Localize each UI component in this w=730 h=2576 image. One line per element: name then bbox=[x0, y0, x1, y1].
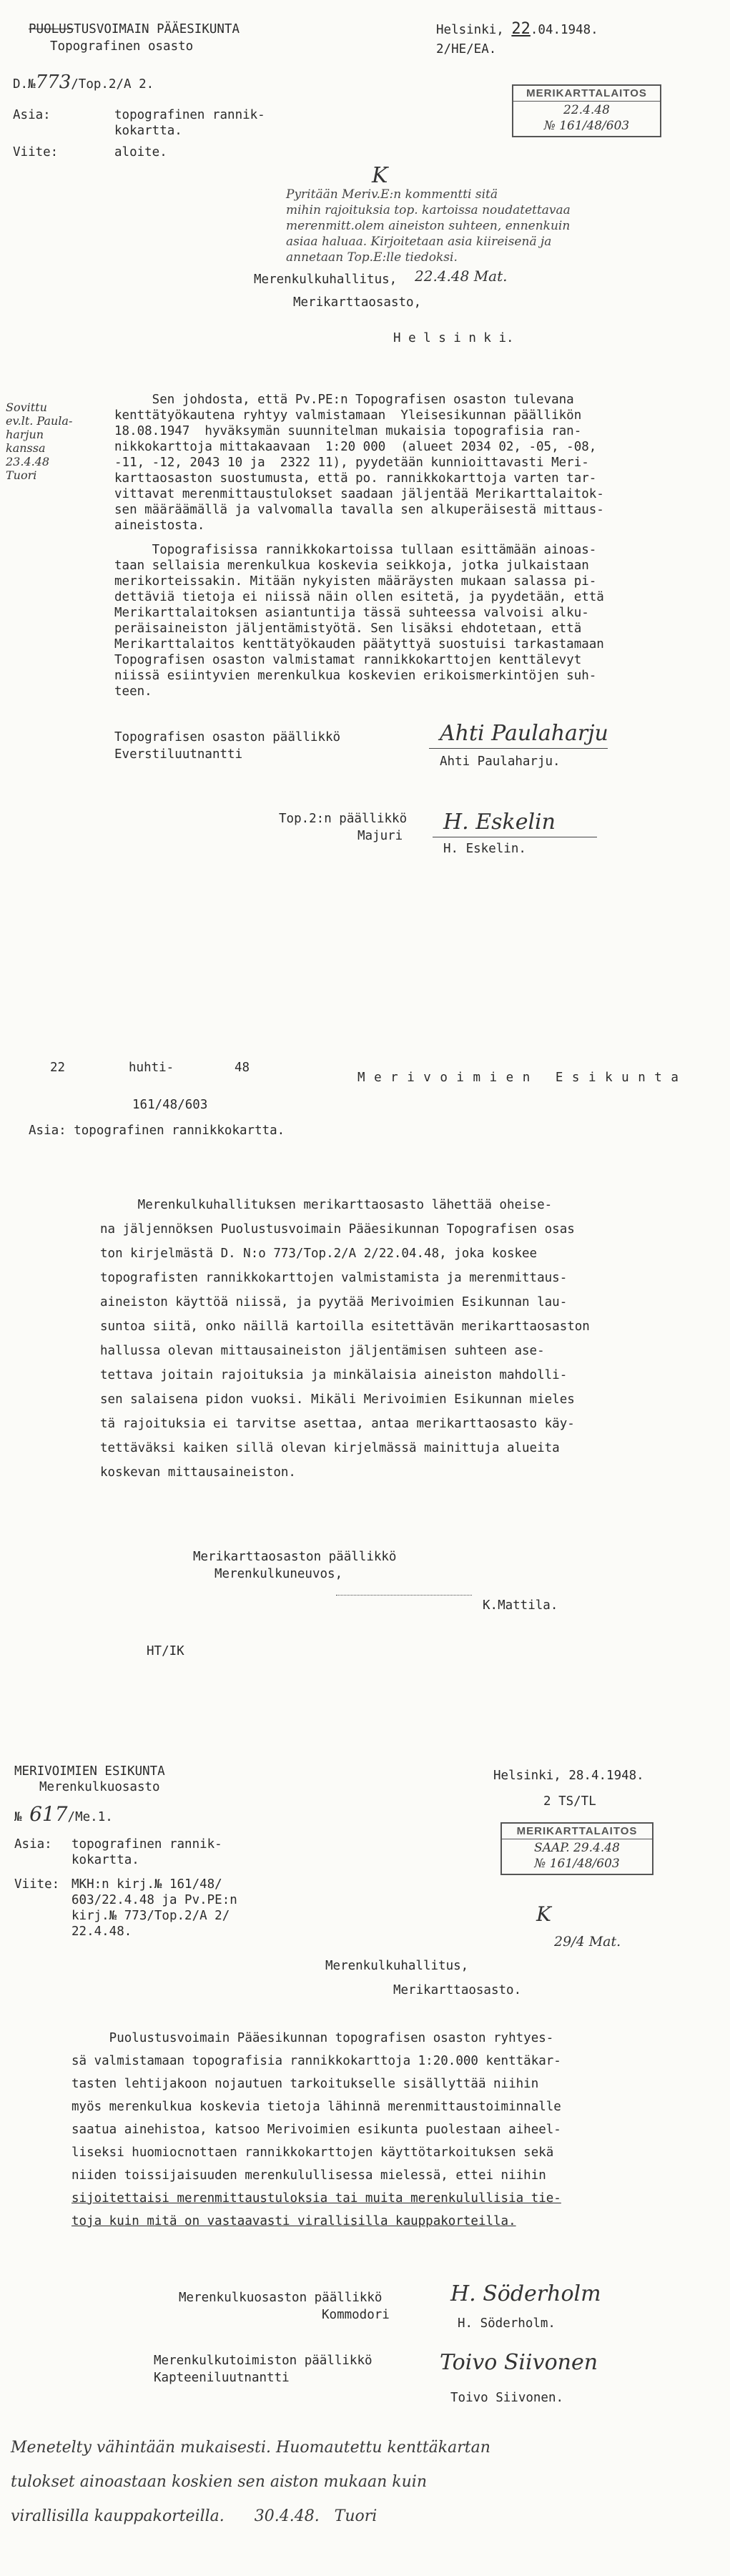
asia-text-2: kokartta. bbox=[71, 1853, 139, 1867]
sign2-title-2: Majuri bbox=[357, 829, 403, 843]
viite-3: kirj.№ 773/Top.2/A 2/ bbox=[71, 1909, 230, 1923]
ref-number: 161/48/603 bbox=[132, 1098, 208, 1112]
org-line-2: Topografinen osasto bbox=[50, 39, 194, 54]
sign-name: K.Mattila. bbox=[483, 1598, 558, 1613]
sign-title-2: Merenkulkuneuvos, bbox=[214, 1567, 343, 1581]
place-date: Helsinki, 22.04.1948. bbox=[436, 20, 598, 38]
handwritten-footer-2: tulokset ainoastaan koskien sen aiston mukaan kuin bbox=[11, 2473, 428, 2491]
handwritten-note-2: mihin rajoituksia top. kartoissa noudatettavaa bbox=[286, 203, 571, 217]
sign2-title: Merenkulkutoimiston päällikkö bbox=[154, 2354, 373, 2368]
recipient-2: Merikarttaosasto. bbox=[393, 1983, 522, 1997]
recipient-hand-date: 22.4.48 Mat. bbox=[415, 267, 508, 285]
place-date: Helsinki, 28.4.1948. bbox=[493, 1769, 644, 1783]
sign2-title-1: Top.2:n päällikkö bbox=[279, 812, 408, 826]
asia: Asia: topografinen rannikkokartta. bbox=[29, 1124, 285, 1138]
org-line-1: PUOLUSTUSVOIMAIN PÄÄESIKUNTA bbox=[29, 22, 240, 36]
received-stamp: MERIKARTTALAITOS 22.4.48 № 161/48/603 bbox=[512, 84, 661, 137]
asia-text-1: topografinen rannik- bbox=[114, 108, 265, 122]
ref-right: 2/HE/EA. bbox=[436, 42, 497, 56]
sign1-title: Merenkulkuosaston päällikkö bbox=[179, 2291, 383, 2305]
ref-number: D.№773/Top.2/A 2. bbox=[13, 72, 154, 93]
sign1-name: Ahti Paulaharju. bbox=[440, 754, 561, 769]
handwritten-k: K bbox=[372, 163, 388, 188]
asia-text-1: topografinen rannik- bbox=[71, 1837, 222, 1852]
sign-title-1: Merikarttaosaston päällikkö bbox=[193, 1550, 397, 1564]
body-paragraph-1: Sen johdosta, että Pv.PE:n Topografisen osaston tulevana kenttätyökautena ryhtyy valmistamaan Yleisesikunnan päällikön 18.08.1947 hyväksymän suunnitelman mukaisia topografisia ran- nikkokarttoja mittakaavaan 1:20 000 (alueet 2034 02, -05, -08, -11, -12, 2043 10 ja 2322 11), pyydetään kunnioittavasti Meri- karttaosaston suostumusta, että po. rannikkokarttoja varten tar- vittavat merenmittaustulokset saadaan jäljentää Merikarttalaitok- sen määräämällä ja valvomalla tavalla sen alkuperäisestä mittaus- aineistosta. bbox=[114, 393, 604, 533]
handwritten-note-5: annetaan Top.E:lle tiedoksi. bbox=[286, 250, 458, 265]
org-line-2: Merenkulkuosasto bbox=[39, 1780, 160, 1794]
viite-1: MKH:n kirj.№ 161/48/ bbox=[71, 1877, 222, 1892]
sign1-signature: Ahti Paulaharju bbox=[440, 721, 608, 746]
handwritten-note-3: merenmitt.olem aineiston suhteen, ennenkuin bbox=[286, 219, 571, 233]
recipient-3: H e l s i n k i. bbox=[393, 331, 514, 345]
handwritten-note-1: Pyritään Meriv.E:n kommentti sitä bbox=[286, 187, 498, 202]
date-month: huhti- bbox=[129, 1061, 174, 1075]
sign2-signature: H. Eskelin bbox=[443, 810, 556, 835]
asia-label: Asia: bbox=[14, 1837, 52, 1852]
body: Merenkulkuhallituksen merikarttaosasto lähettää oheise- na jäljennöksen Puolustusvoimain Pääesikunnan Topografisen osas ton kirjelmästä D. N:o 773/Top.2/A 2/22.04.48, joka koskee topografisten rannikkokarttojen valmistamista ja merenmittaus- aineiston käyttöä niissä, ja pyytää Merivoimien Esikunnan lau- suntoa siitä, onko näillä kartoilla esitettävän merikarttaosaston hallussa olevan mittausaineiston jäljentämisen suhteen ase- tettava joitain rajoituksia ja minkälaisia aineiston mahdolli- sen salaisena pidon vuoksi. Mikäli Merivoimien Esikunnan mieles tä rajoituksia ei tarvitse asettaa, antaa merikarttaosasto käy- tettäväksi kaiken sillä olevan kirjelmässä mainittuja alueita koskevan mittausaineiston. bbox=[100, 1198, 590, 1480]
org-line-1: MERIVOIMIEN ESIKUNTA bbox=[14, 1764, 165, 1779]
sign1-title-2: Everstiluutnantti bbox=[114, 747, 243, 762]
sign2-name: H. Eskelin. bbox=[443, 842, 526, 856]
margin-note: Sovittu ev.lt. Paula- harjun kanssa 23.4.48 Tuori bbox=[6, 400, 73, 482]
handwritten-footer-1: Menetelty vähintään mukaisesti. Huomautettu kenttäkartan bbox=[11, 2439, 490, 2457]
addressee: M e r i v o i m i e n E s i k u n t a bbox=[357, 1071, 679, 1085]
handwritten-footer-3: virallisilla kauppakorteilla. 30.4.48. Tuori bbox=[11, 2507, 378, 2525]
recipient-2: Merikarttaosasto, bbox=[293, 295, 422, 310]
handwritten-date: 29/4 Mat. bbox=[554, 1934, 621, 1950]
viite-text: aloite. bbox=[114, 145, 167, 159]
sign2-rank: Kapteeniluutnantti bbox=[154, 2371, 290, 2385]
asia-text-2: kokartta. bbox=[114, 124, 182, 138]
date-year: 48 bbox=[235, 1061, 250, 1075]
viite-4: 22.4.48. bbox=[71, 1924, 132, 1939]
handwritten-note-4: asiaa haluaa. Kirjoitetaan asia kiireisenä ja bbox=[286, 235, 552, 249]
asia-label: Asia: bbox=[13, 108, 51, 122]
recipient-1: Merenkulkuhallitus, bbox=[325, 1959, 469, 1973]
body-paragraph-2: Topografisissa rannikkokartoissa tullaan esittämään ainoas- taan sellaisia merenkulkua koskevia seikkoja, jotka julkaistaan merikorteissakin. Mitään nykyisten määräysten mukaan salassa pi- dettäviä tietoja ei niissä näin ollen esitetä, ja pyydetään, että Merikarttalaitoksen asiantuntija tässä suhteessa valvoisi alku- peräisaineiston jäljentämistyötä. Sen lisäksi ehdotetaan, että Merikarttalaitos kenttätyökauden päätyttyä suostuisi tarkastamaan Topografisen osaston valmistamat rannikkokarttojen kenttälevyt niissä esiintyvien merenkulkua koskevien erikoismerkintöjen suh- teen. bbox=[114, 543, 604, 699]
sign1-line bbox=[429, 748, 608, 749]
handwritten-k: K bbox=[536, 1902, 551, 1926]
viite-label: Viite: bbox=[13, 145, 59, 159]
date-day: 22 bbox=[50, 1061, 66, 1075]
sign1-rank: Kommodori bbox=[322, 2308, 390, 2322]
sign2-name: Toivo Siivonen. bbox=[450, 2391, 564, 2405]
sign1-signature: H. Söderholm bbox=[450, 2281, 601, 2306]
viite-label: Viite: bbox=[14, 1877, 60, 1892]
sign-line bbox=[336, 1595, 472, 1596]
ref-right: 2 TS/TL bbox=[543, 1794, 596, 1809]
sign1-title-1: Topografisen osaston päällikkö bbox=[114, 730, 341, 744]
recipient-1: Merenkulkuhallitus, bbox=[254, 272, 398, 287]
sign1-name: H. Söderholm. bbox=[458, 2316, 556, 2331]
initials: HT/IK bbox=[147, 1644, 184, 1658]
ref-number: № 617/Me.1. bbox=[14, 1802, 113, 1826]
received-stamp: MERIKARTTALAITOS SAAP. 29.4.48 № 161/48/603 bbox=[500, 1822, 653, 1875]
sign2-signature: Toivo Siivonen bbox=[440, 2350, 598, 2375]
body: Puolustusvoimain Pääesikunnan topografisen osaston ryhtyes- sä valmistamaan topografisia rannikkokarttoja 1:20.000 kenttäkar- tasten lehtijakoon nojautuen tarkoitukselle sisällyttää niihin myös merenkulkua koskevia tietoja lähinnä merenmittaustoiminnalle saatua ainehistoa, katsoo Merivoimien esikunta puolestaan aiheel- liseksi huomiocnottaen rannikkokarttojen käyttötarkoituksen sekä niiden toissijaisuuden merenkulullisessa mielessä, ettei niihin sijoitettaisi merenmittaustuloksia tai muita merenkulullisia tie- toja kuin mitä on vastaavasti virallisilla kauppakorteilla. bbox=[71, 2031, 561, 2228]
viite-2: 603/22.4.48 ja Pv.PE:n bbox=[71, 1893, 237, 1907]
